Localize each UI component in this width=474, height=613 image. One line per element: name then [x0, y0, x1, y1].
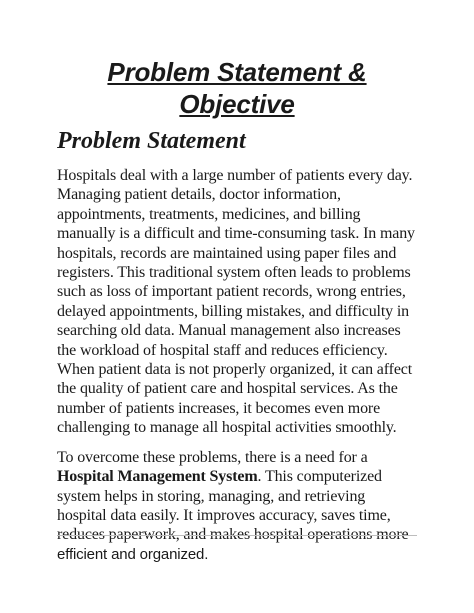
document-title: Problem Statement & Objective	[107, 57, 367, 119]
paragraph-problem: Hospitals deal with a large number of patients every day. Managing patient details, doctor information, appointments, treatments, medicines, and billing manually is a difficult and time-consuming task. In many hospitals, records are maintained using paper files and registers. This traditional system often leads to problems such as loss of important patient records, wrong entries, delayed appointments, billing mistakes, and difficulty in searching old data. Manual management also increases the workload of hospital staff and reduces efficiency. When patient data is not properly organized, it can affect the quality of patient care and hospital services. As the number of patients increases, it becomes even more challenging to manage all hospital activities smoothly.	[57, 167, 415, 437]
bottom-divider	[57, 535, 417, 536]
paragraph-solution-tail: efficient and organized.	[57, 545, 209, 563]
paragraph-solution-body: . This computerized system helps in storing, managing, and retrieving hospital data easily. It improves accuracy, saves time, reduces paperwork, and makes hospital operations more	[57, 468, 409, 544]
section-heading: Problem Statement	[57, 128, 246, 154]
document-page	[57, 56, 417, 574]
paragraph-solution-lead: To overcome these problems, there is a need for a	[57, 448, 368, 466]
paragraph-solution	[57, 448, 417, 564]
system-name-bold: Hospital Management System	[57, 468, 258, 486]
